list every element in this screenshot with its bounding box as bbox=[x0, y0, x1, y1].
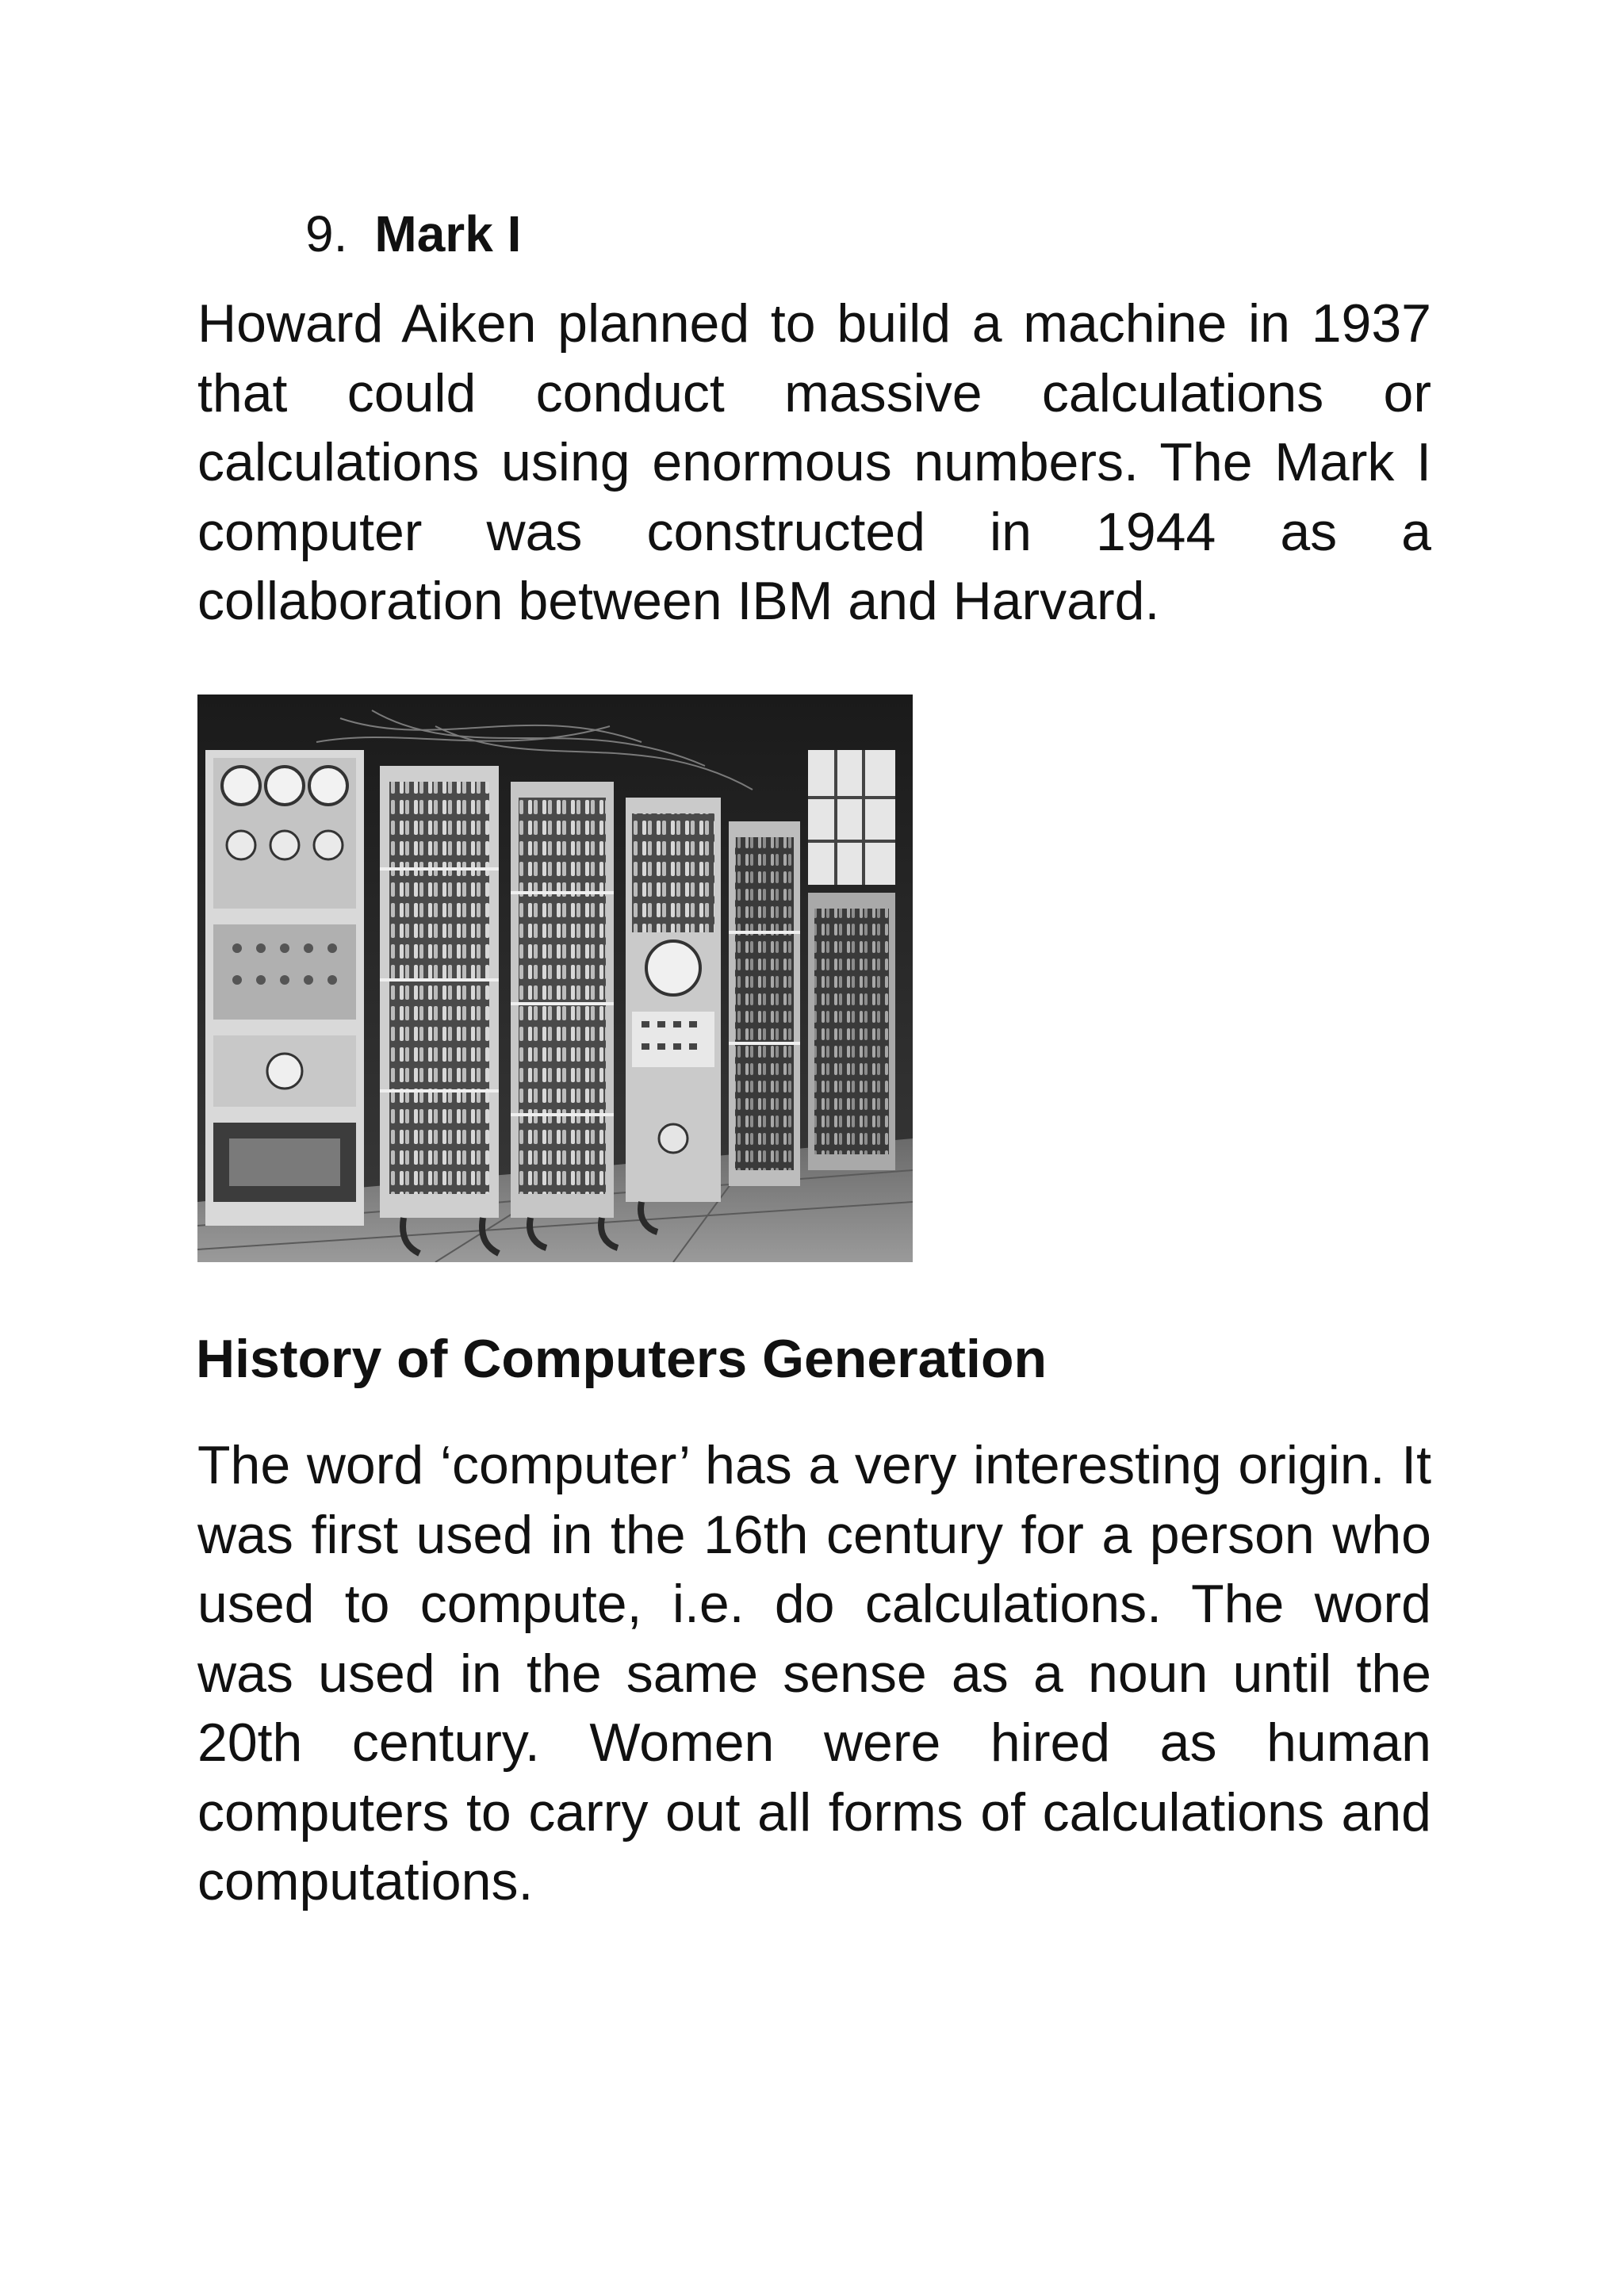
history-heading: History of Computers Generation bbox=[196, 1329, 1048, 1389]
section-heading bbox=[305, 202, 521, 266]
section-number: 9. bbox=[305, 205, 348, 262]
mark-i-paragraph: Howard Aiken planned to build a machine in 1937 that could conduct massive calculations or calculations using enormous numbers. The Mark I computer was constructed in 1944 as a collaboration between IBM and Harvard. bbox=[197, 293, 1431, 631]
mark-i-computer-photo bbox=[197, 695, 913, 1262]
section-title: Mark I bbox=[374, 205, 522, 262]
history-paragraph: The word ‘computer’ has a very interesting origin. It was first used in the 16th century for a person who used to compute, i.e. do calculations. The word was used in the same sense as a noun until the 20th century. Women were hired as human computers to carry out all forms of calculations and computations. bbox=[197, 1435, 1431, 1911]
